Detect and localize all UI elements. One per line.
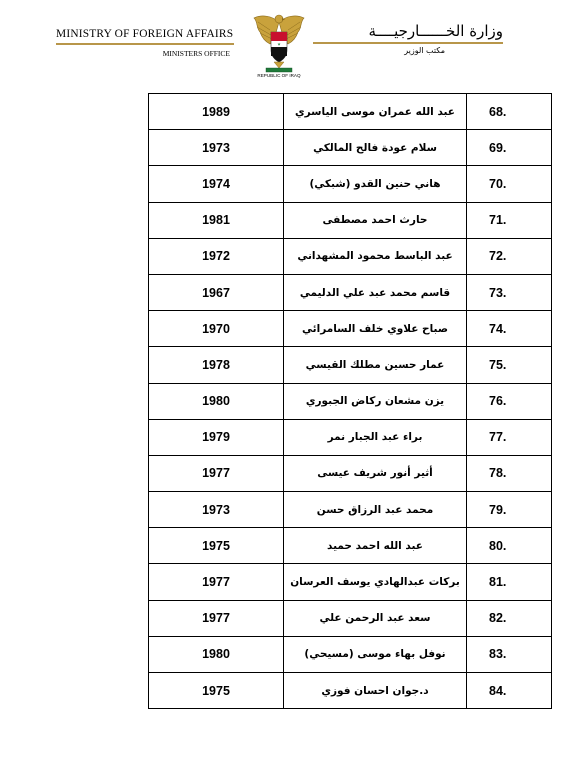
row-number-cell: 68. bbox=[467, 94, 552, 130]
birth-year-cell: 1973 bbox=[149, 130, 284, 166]
full-name-cell: أثير أنور شريف عيسى bbox=[284, 455, 467, 491]
table-row bbox=[149, 347, 552, 383]
full-name-cell: عبد الباسط محمود المشهداني bbox=[284, 238, 467, 274]
table-row bbox=[149, 492, 552, 528]
row-number-cell: 78. bbox=[467, 455, 552, 491]
birth-year-cell: 1977 bbox=[149, 455, 284, 491]
row-number-cell: 80. bbox=[467, 528, 552, 564]
birth-year-cell: 1974 bbox=[149, 166, 284, 202]
row-number-cell: 69. bbox=[467, 130, 552, 166]
full-name-cell: محمد عبد الرزاق حسن bbox=[284, 492, 467, 528]
office-name-english: MINISTERS OFFICE bbox=[162, 49, 230, 58]
full-name-cell: سعد عبد الرحمن علي bbox=[284, 600, 467, 636]
birth-year-cell: 1975 bbox=[149, 528, 284, 564]
office-name-arabic: مكتب الوزير bbox=[404, 46, 445, 55]
row-number-cell: 73. bbox=[467, 274, 552, 310]
letterhead bbox=[0, 0, 579, 90]
row-number-cell: 76. bbox=[467, 383, 552, 419]
birth-year-cell: 1980 bbox=[149, 383, 284, 419]
birth-year-cell: 1973 bbox=[149, 492, 284, 528]
table-row bbox=[149, 383, 552, 419]
table-row bbox=[149, 636, 552, 672]
table-row bbox=[149, 564, 552, 600]
row-number-cell: 70. bbox=[467, 166, 552, 202]
birth-year-cell: 1981 bbox=[149, 202, 284, 238]
full-name-cell: حارث احمد مصطفى bbox=[284, 202, 467, 238]
full-name-cell: بركات عبدالهادي يوسف العرسان bbox=[284, 564, 467, 600]
table-row bbox=[149, 238, 552, 274]
row-number-cell: 74. bbox=[467, 311, 552, 347]
table-row bbox=[149, 528, 552, 564]
birth-year-cell: 1979 bbox=[149, 419, 284, 455]
letterhead-arabic bbox=[313, 22, 503, 55]
letterhead-english bbox=[56, 28, 236, 58]
birth-year-cell: 1977 bbox=[149, 564, 284, 600]
full-name-cell: عمار حسين مطلك القيسي bbox=[284, 347, 467, 383]
birth-year-cell: 1970 bbox=[149, 311, 284, 347]
table-row bbox=[149, 455, 552, 491]
birth-year-cell: 1975 bbox=[149, 673, 284, 709]
names-table bbox=[148, 93, 552, 709]
table-row bbox=[149, 166, 552, 202]
ministry-name-english: MINISTRY OF FOREIGN AFFAIRS bbox=[56, 28, 234, 40]
row-number-cell: 84. bbox=[467, 673, 552, 709]
eagle-emblem-icon bbox=[244, 10, 314, 82]
table-row bbox=[149, 94, 552, 130]
row-number-cell: 79. bbox=[467, 492, 552, 528]
table-row bbox=[149, 311, 552, 347]
full-name-cell: براء عبد الجبار نمر bbox=[284, 419, 467, 455]
full-name-cell: نوفل بهاء موسى (مسيحي) bbox=[284, 636, 467, 672]
full-name-cell: عبد الله عمران موسى الياسري bbox=[284, 94, 467, 130]
gold-rule-left bbox=[56, 43, 234, 45]
gold-rule-right bbox=[313, 42, 503, 44]
full-name-cell: د.جوان احسان فوزي bbox=[284, 673, 467, 709]
full-name-cell: سلام عودة فالح المالكي bbox=[284, 130, 467, 166]
table-row bbox=[149, 202, 552, 238]
row-number-cell: 83. bbox=[467, 636, 552, 672]
table-row bbox=[149, 600, 552, 636]
ministry-name-arabic: وزارة الخــــــارجيــــة bbox=[368, 22, 503, 40]
full-name-cell: يزن مشعان ركاض الجبوري bbox=[284, 383, 467, 419]
table-row bbox=[149, 274, 552, 310]
emblem-caption: REPUBLIC OF IRAQ bbox=[257, 73, 301, 78]
birth-year-cell: 1989 bbox=[149, 94, 284, 130]
row-number-cell: 72. bbox=[467, 238, 552, 274]
row-number-cell: 75. bbox=[467, 347, 552, 383]
row-number-cell: 82. bbox=[467, 600, 552, 636]
row-number-cell: 81. bbox=[467, 564, 552, 600]
birth-year-cell: 1978 bbox=[149, 347, 284, 383]
svg-text:★: ★ bbox=[277, 41, 281, 47]
birth-year-cell: 1967 bbox=[149, 274, 284, 310]
birth-year-cell: 1980 bbox=[149, 636, 284, 672]
birth-year-cell: 1972 bbox=[149, 238, 284, 274]
full-name-cell: صباح علاوي خلف السامرائي bbox=[284, 311, 467, 347]
table-row bbox=[149, 673, 552, 709]
row-number-cell: 77. bbox=[467, 419, 552, 455]
names-table-body bbox=[149, 94, 552, 709]
table-row bbox=[149, 130, 552, 166]
full-name-cell: هاني حنين القدو (شبكي) bbox=[284, 166, 467, 202]
full-name-cell: قاسم محمد عبد علي الدليمي bbox=[284, 274, 467, 310]
table-row bbox=[149, 419, 552, 455]
row-number-cell: 71. bbox=[467, 202, 552, 238]
full-name-cell: عبد الله احمد حميد bbox=[284, 528, 467, 564]
birth-year-cell: 1977 bbox=[149, 600, 284, 636]
